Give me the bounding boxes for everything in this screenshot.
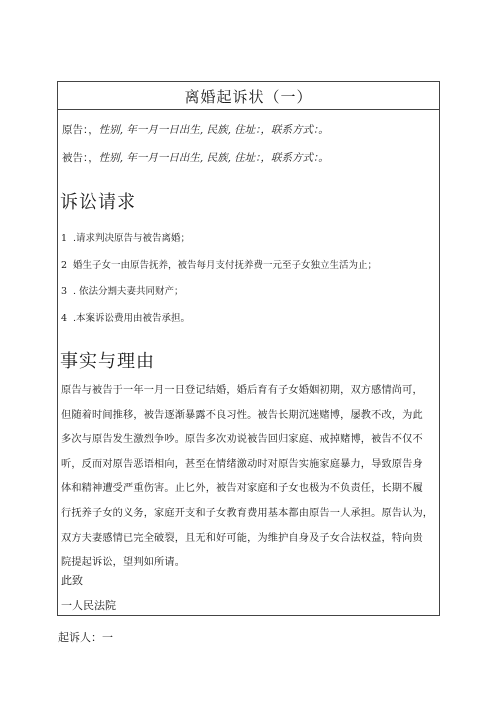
claim-item: [61, 230, 190, 244]
claims-heading: 诉讼请求: [60, 192, 136, 213]
facts-line: 听，反而对原告恶语相向，甚至在情绪激动时对原告实施家庭暴力，导致原告身: [61, 458, 423, 470]
claim-text: .本案诉讼费用由被告承担。: [73, 313, 191, 324]
closing-salutation: 此致: [61, 574, 83, 587]
claim-item: [61, 283, 184, 297]
plaintiff-label: 原告：，: [62, 124, 99, 136]
facts-paragraph: [61, 379, 436, 576]
complaint-form: [57, 81, 440, 616]
defendant-line: [62, 150, 329, 165]
facts-line: 体和精神遭受严重伤害。止匕外，被告对家庭和子女也极为不负责任，长期不履: [61, 483, 423, 495]
claim-item: [61, 310, 190, 324]
facts-line: 但随着时间推移，被告逐渐暴露不良习性。被告长期沉迷赌博，屡教不改，为此: [61, 409, 423, 421]
claim-number: 3: [61, 286, 68, 297]
claim-text: .请求判决原告与被告离婚；: [73, 233, 191, 244]
facts-line: 院提起诉讼，望判如所请。: [61, 557, 186, 569]
claim-item: [61, 257, 377, 271]
claim-number: 4: [61, 313, 68, 324]
facts-heading: 事实与理由: [60, 351, 155, 372]
signature-line: 起诉人：一: [58, 631, 113, 644]
title-row: [58, 82, 439, 110]
plaintiff-line: [62, 122, 329, 137]
claim-number: 2: [61, 260, 68, 271]
claim-number: 1: [61, 233, 68, 244]
claim-text: . 依法分割夫妻共同财产；: [73, 286, 184, 297]
plaintiff-details: 性别, 年一月一日出生, 民族, 住址：，联系方式：。: [98, 124, 329, 136]
defendant-label: 被告：，: [62, 152, 99, 164]
facts-line: 原告与被告于一年一月一日登记结婚，婚后育有子女婚姻初期，双方感情尚可，: [61, 385, 423, 396]
court-name: 一人民法院: [61, 599, 116, 612]
facts-line: 行抚养子女的义务，家庭开支和子女教育费用基本都由原告一人承担。原告认为，: [61, 507, 434, 519]
facts-line: 多次与原告发生激烈争吵。原告多次劝说被告回归家庭、戒掉赌博，被告不仅不: [61, 434, 423, 446]
document-title: 离婚起诉状（一）: [184, 88, 313, 106]
defendant-details: 性别, 年一月一日出生, 民族, 住址：，联系方式：。: [98, 152, 329, 164]
facts-line: 双方夫妻感情已完全破裂，且无和好可能，为维护自身及子女合法权益，特向贵: [61, 532, 423, 544]
claim-text: 婚生子女一由原告抚养，被告每月支付抚养费一元至子女独立生活为止；: [73, 260, 378, 271]
